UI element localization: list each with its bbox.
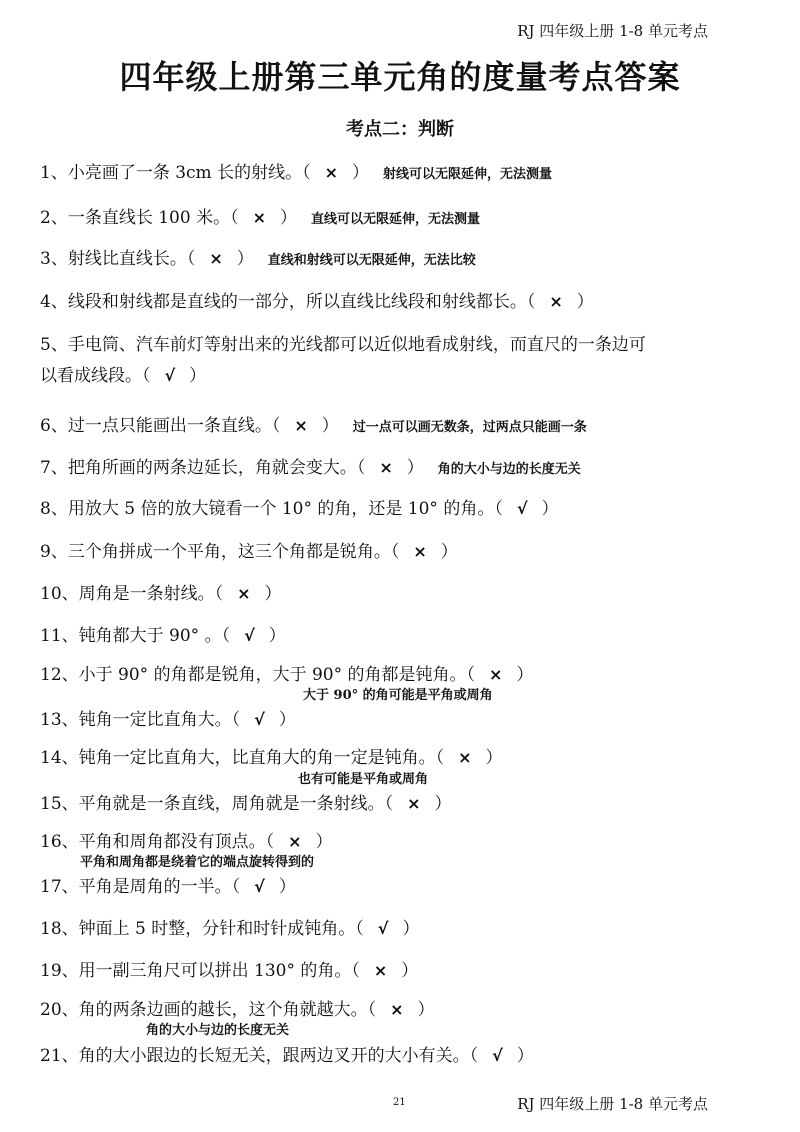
paren-close: ） <box>352 163 369 183</box>
question-text: 14、钝角一定比直角大，比直角大的角一定是钝角。（ <box>40 748 445 768</box>
paren-close: ） <box>406 458 424 478</box>
paren-close: ） <box>401 961 419 981</box>
answer-note-16: 平角和周角都是绕着它的端点旋转得到的 <box>80 855 315 870</box>
question-11 <box>40 621 286 646</box>
question-13 <box>40 705 296 730</box>
question-text: 1、小亮画了一条 3cm 长的射线。（ <box>40 163 311 183</box>
check-mark: √ <box>164 366 176 385</box>
question-8 <box>40 494 559 519</box>
paren-close: ） <box>268 626 286 646</box>
question-text: 5、手电筒、汽车前灯等射出来的光线都可以近似地看成射线，而直尺的一条边可 <box>40 335 646 355</box>
paren-close: ） <box>440 542 458 562</box>
page-header: RJ 四年级上册 1-8 单元考点 <box>517 22 708 40</box>
answer-note-20: 角的大小与边的长度无关 <box>146 1023 290 1038</box>
question-text: 8、用放大 5 倍的放大镜看一个 10° 的角，还是 10° 的角。（ <box>40 499 503 519</box>
answer-note-12: 大于 90° 的角可能是平角或周角 <box>303 688 493 703</box>
question-12 <box>40 660 533 685</box>
cross-mark: × <box>549 292 563 311</box>
paren-close: ） <box>236 249 254 269</box>
paren-close: ） <box>278 877 296 897</box>
paren-close: ） <box>516 1046 534 1066</box>
answer-note: 过一点可以画无数条，过两点只能画一条 <box>352 420 587 435</box>
cross-mark: × <box>489 665 503 684</box>
check-mark: √ <box>377 919 389 938</box>
question-text: 17、平角是周角的一半。（ <box>40 877 241 897</box>
section-subtitle: 考点二：判断 <box>346 119 454 140</box>
answer-note: 角的大小与边的长度无关 <box>437 462 581 477</box>
question-text: 20、角的两条边画的越长，这个角就越大。（ <box>40 1000 377 1020</box>
question-text: 以看成线段。（ <box>40 366 151 386</box>
question-16 <box>40 827 333 852</box>
answer-note: 射线可以无限延伸，无法测量 <box>383 167 553 182</box>
question-2 <box>40 203 480 228</box>
question-6 <box>40 411 587 436</box>
question-5 <box>40 330 646 355</box>
question-3 <box>40 244 476 269</box>
question-17 <box>40 872 296 897</box>
paren-close: ） <box>516 665 534 685</box>
cross-mark: × <box>237 584 251 603</box>
answer-note-14: 也有可能是平角或周角 <box>298 772 429 787</box>
answer-note: 直线可以无限延伸，无法测量 <box>310 212 480 227</box>
cross-mark: × <box>390 1000 404 1019</box>
question-text: 18、钟面上 5 时整，分针和时针成钝角。（ <box>40 919 364 939</box>
question-text: 15、平角就是一条直线，周角就是一条射线。（ <box>40 794 394 814</box>
question-text: 7、把角所画的两条边延长，角就会变大。（ <box>40 458 366 478</box>
cross-mark: × <box>294 416 308 435</box>
question-text: 2、一条直线长 100 米。（ <box>40 208 239 228</box>
cross-mark: × <box>252 208 266 227</box>
paren-close: ） <box>402 919 420 939</box>
paren-close: ） <box>541 499 559 519</box>
question-text: 13、钝角一定比直角大。（ <box>40 710 241 730</box>
paren-close: ） <box>278 710 296 730</box>
page-footer: RJ 四年级上册 1-8 单元考点 <box>517 1095 708 1113</box>
question-15 <box>40 789 452 814</box>
paren-close: ） <box>576 292 594 312</box>
cross-mark: × <box>379 458 393 477</box>
question-1 <box>40 158 552 183</box>
check-mark: √ <box>254 877 265 896</box>
cross-mark: × <box>407 794 421 813</box>
paren-close: ） <box>279 208 297 228</box>
question-21 <box>40 1041 534 1066</box>
cross-mark: × <box>413 542 427 561</box>
question-9 <box>40 537 458 562</box>
question-7 <box>40 453 581 478</box>
question-text: 6、过一点只能画出一条直线。（ <box>40 416 281 436</box>
question-text: 16、平角和周角都没有顶点。（ <box>40 832 275 852</box>
question-14 <box>40 743 503 768</box>
question-10 <box>40 579 282 604</box>
question-text: 12、小于 90° 的角都是锐角，大于 90° 的角都是钝角。（ <box>40 665 476 685</box>
cross-mark: × <box>373 961 388 980</box>
cross-mark: × <box>458 748 472 767</box>
paren-close: ） <box>485 748 503 768</box>
question-text: 9、三个角拼成一个平角，这三个角都是锐角。（ <box>40 542 400 562</box>
question-20 <box>40 995 435 1020</box>
question-4 <box>40 287 594 312</box>
check-mark: √ <box>492 1046 503 1065</box>
paren-close: ） <box>434 794 452 814</box>
question-text: 10、周角是一条射线。（ <box>40 584 224 604</box>
question-text: 4、线段和射线都是直线的一部分，所以直线比线段和射线都长。（ <box>40 292 536 312</box>
question-text: 19、用一副三角尺可以拼出 130° 的角。（ <box>40 961 360 981</box>
question-text: 11、钝角都大于 90° 。（ <box>40 626 231 646</box>
page-title: 四年级上册第三单元角的度量考点答案 <box>119 58 681 96</box>
check-mark: √ <box>244 626 255 645</box>
question-18 <box>40 914 419 939</box>
question-19 <box>40 956 418 981</box>
paren-close: ） <box>189 366 207 386</box>
check-mark: √ <box>516 499 528 518</box>
question-text: 3、射线比直线长。（ <box>40 249 196 269</box>
answer-note: 直线和射线可以无限延伸，无法比较 <box>267 253 476 268</box>
check-mark: √ <box>254 710 265 729</box>
page-number: 21 <box>393 1097 406 1108</box>
cross-mark: × <box>324 163 338 182</box>
cross-mark: × <box>209 249 223 268</box>
question-text: 21、角的大小跟边的长短无关，跟两边叉开的大小有关。（ <box>40 1046 479 1066</box>
question-5-continued <box>40 361 206 386</box>
paren-close: ） <box>315 832 333 852</box>
paren-close: ） <box>264 584 282 604</box>
paren-close: ） <box>321 416 339 436</box>
cross-mark: × <box>288 832 302 851</box>
paren-close: ） <box>417 1000 435 1020</box>
